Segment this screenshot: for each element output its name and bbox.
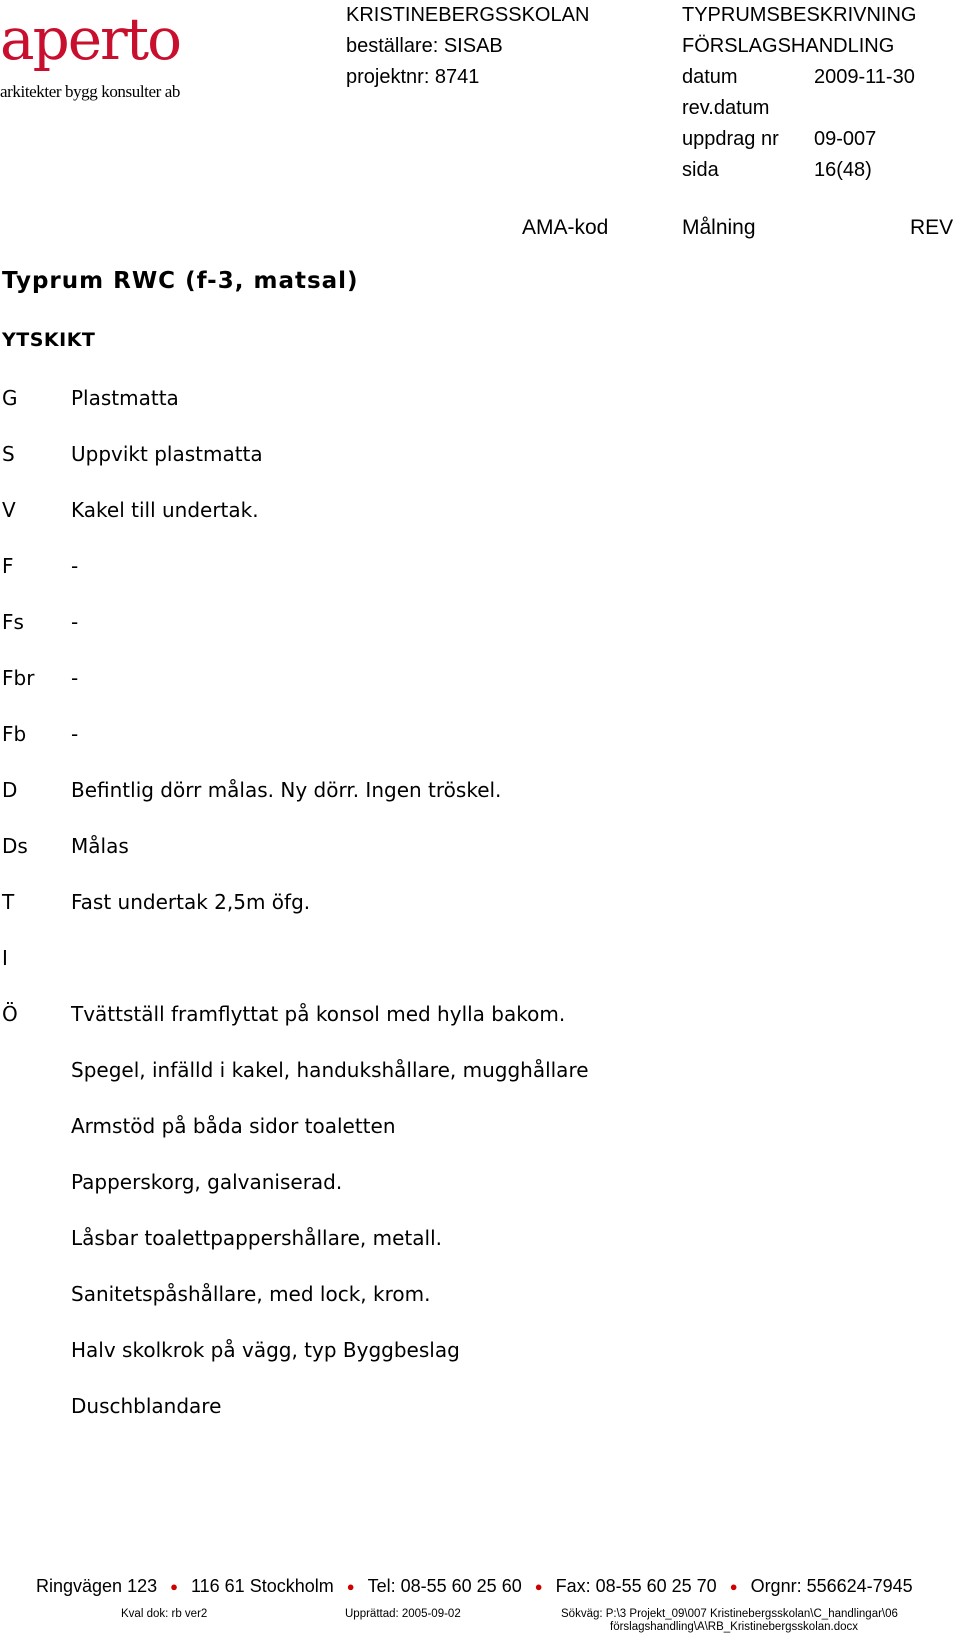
sida-value: 16(48) (814, 159, 872, 181)
bullet-icon: ● (729, 1579, 738, 1594)
row-text: - (71, 610, 79, 634)
uppdrag-value: 09-007 (814, 128, 877, 150)
uppdrag-label: uppdrag nr (682, 128, 779, 150)
bullet-icon: ● (170, 1579, 178, 1594)
row-text: - (71, 722, 79, 746)
row-text: Målas (71, 834, 129, 858)
row-text: Spegel, infälld i kakel, handukshållare, mugghållare (71, 1058, 589, 1082)
row-text: Sanitetspåshållare, med lock, krom. (71, 1282, 431, 1306)
row-code: T (2, 890, 15, 914)
row-code: G (2, 386, 18, 410)
row-text: Plastmatta (71, 386, 179, 410)
revdatum-label: rev.datum (682, 97, 770, 119)
doc-title: TYPRUMSBESKRIVNING (682, 4, 917, 26)
row-text: Låsbar toalettpappershållare, metall. (71, 1226, 442, 1250)
row-text: - (71, 554, 79, 578)
row-text: Halv skolkrok på vägg, typ Byggbeslag (71, 1338, 460, 1362)
row-code: Ö (2, 1002, 18, 1026)
datum-value: 2009-11-30 (814, 66, 915, 88)
bullet-icon: ● (346, 1579, 355, 1594)
row-code: S (2, 442, 15, 466)
footer-tel: Tel: 08-55 60 25 60 (367, 1576, 522, 1596)
company-tagline: arkitekter bygg konsulter ab (0, 82, 180, 101)
column-ama-kod: AMA-kod (522, 216, 609, 239)
document-meta-values (814, 0, 915, 186)
company-logo: aperto (0, 5, 180, 73)
row-code: D (2, 778, 18, 802)
row-text: Kakel till undertak. (71, 498, 259, 522)
footer-address: Ringvägen 123 (36, 1576, 158, 1596)
footer-sokvag: Sökväg: P:\3 Projekt_09\007 Kristinebergsskolan\C_handlingar\06 (561, 1608, 898, 1620)
row-text: Tvättställ framflyttat på konsol med hylla bakom. (71, 1002, 566, 1026)
bullet-icon: ● (534, 1579, 543, 1594)
row-code: Fs (2, 610, 24, 634)
section-heading: YTSKIKT (2, 329, 96, 351)
row-text: Uppvikt plastmatta (71, 442, 263, 466)
room-type-title: Typrum RWC (f-3, matsal) (2, 268, 359, 294)
row-text: Duschblandare (71, 1394, 222, 1418)
column-malning: Målning (682, 216, 756, 239)
project-number: projektnr: 8741 (346, 66, 480, 88)
column-rev: REV (910, 216, 954, 239)
school-name: KRISTINEBERGSSKOLAN (346, 4, 590, 26)
row-code: Ds (2, 834, 28, 858)
row-text: Armstöd på båda sidor toaletten (71, 1114, 396, 1138)
row-code: I (2, 946, 8, 970)
footer-orgnr: Orgnr: 556624-7945 (750, 1576, 913, 1596)
row-text: Papperskorg, galvaniserad. (71, 1170, 343, 1194)
row-text: - (71, 666, 79, 690)
client: beställare: SISAB (346, 35, 503, 57)
footer-kval-dok: Kval dok: rb ver2 (121, 1608, 208, 1620)
footer-contact (36, 1576, 913, 1597)
row-text: Fast undertak 2,5m öfg. (71, 890, 311, 914)
row-code: Fb (2, 722, 27, 746)
footer-fax: Fax: 08-55 60 25 70 (555, 1576, 717, 1596)
sida-label: sida (682, 159, 719, 181)
row-text: Befintlig dörr målas. Ny dörr. Ingen tröskel. (71, 778, 502, 802)
footer-sokvag-cont: förslagshandling\A\RB_Kristinebergsskolan.docx (610, 1621, 859, 1633)
datum-label: datum (682, 66, 738, 88)
footer-postal: 116 61 Stockholm (190, 1576, 334, 1596)
footer-upprattad: Upprättad: 2005-09-02 (345, 1608, 461, 1620)
row-code: V (2, 498, 16, 522)
project-info (346, 0, 589, 93)
row-code: Fbr (2, 666, 35, 690)
row-code: F (2, 554, 14, 578)
doc-subtitle: FÖRSLAGSHANDLING (682, 35, 895, 57)
